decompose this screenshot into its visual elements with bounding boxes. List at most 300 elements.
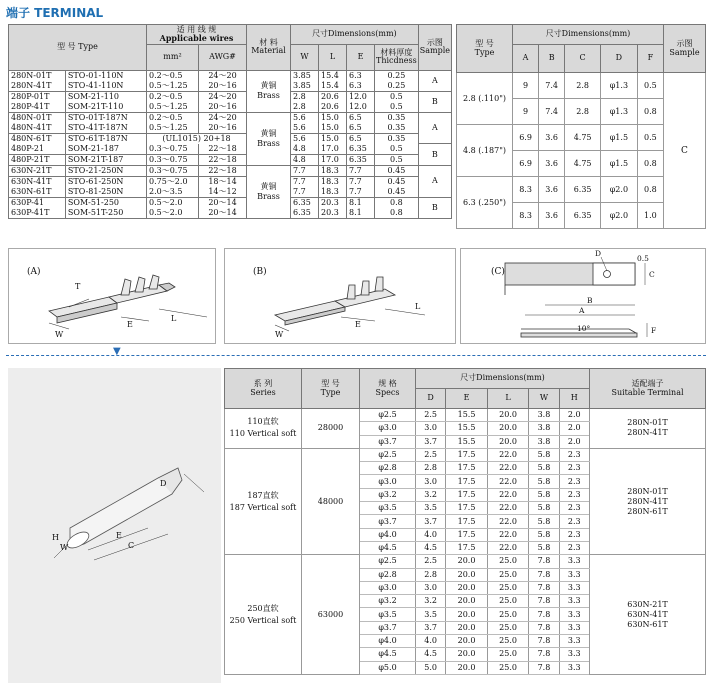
table-row xyxy=(9,133,452,144)
specs-cell: φ3.5 xyxy=(360,502,416,515)
suitable-terminal: 630N-21T xyxy=(627,599,668,609)
t3-dim-cell: 7.8 xyxy=(529,581,559,594)
t2-dim-cell: 0.5 xyxy=(637,73,663,99)
dim-soft-e: E xyxy=(116,531,122,540)
table-row xyxy=(9,154,452,165)
suitable-terminal: 280N-01T xyxy=(627,418,668,428)
table-row xyxy=(9,102,452,113)
w-cell: 6.35 xyxy=(291,197,319,208)
w-cell: 4.8 xyxy=(291,144,319,155)
material-cn: 黄铜 xyxy=(260,181,277,191)
awg-cell: 14～12 xyxy=(199,187,247,198)
t3-dim-cell: 4.0 xyxy=(416,635,446,648)
t2-dim-cell: 3.6 xyxy=(539,203,565,229)
t3-dim-cell: 25.0 xyxy=(487,621,529,634)
section-divider xyxy=(6,355,706,356)
t3-dim-cell: 7.8 xyxy=(529,555,559,568)
t2-dim-cell: φ1.3 xyxy=(601,73,638,99)
table-row xyxy=(9,144,452,155)
t3-dim-cell: 20.0 xyxy=(446,648,488,661)
diagram-a xyxy=(8,248,216,344)
awg-cell: 20～14 xyxy=(199,197,247,208)
page-title: 端子 TERMINAL xyxy=(6,6,104,20)
w-cell: 2.8 xyxy=(291,91,319,102)
e-cell: 6.5 xyxy=(347,133,375,144)
terminal-a-drawing xyxy=(9,249,215,343)
t3-dim-cell: 5.8 xyxy=(529,515,559,528)
t2-sample-cell: C xyxy=(664,73,706,229)
t3-dim-cell: 4.5 xyxy=(416,541,446,554)
t3-dim-cell: 2.3 xyxy=(559,528,589,541)
mm2-header: mm² xyxy=(147,44,199,70)
t2-dim-cell: 7.4 xyxy=(539,73,565,99)
mm2-cell: 0.3～0.75 xyxy=(147,144,199,155)
t3-dim-cell: 3.3 xyxy=(559,621,589,634)
e-cell: 7.7 xyxy=(347,176,375,187)
t2-dim-cell: 4.75 xyxy=(565,151,601,177)
sample-cell: B xyxy=(418,91,451,112)
e-cell: 6.5 xyxy=(347,112,375,123)
t3-dim-cell: 22.0 xyxy=(487,528,529,541)
l-cell: 15.0 xyxy=(319,123,347,134)
t3-dim-cell: 3.0 xyxy=(416,422,446,435)
specs-cell: φ3.2 xyxy=(360,595,416,608)
t3-dim-cell: 17.5 xyxy=(446,462,488,475)
thickness-cell: 0.45 xyxy=(375,187,419,198)
sample-header xyxy=(418,25,451,71)
type-cell: 630N-61T xyxy=(9,187,66,198)
diagram-b-label: (B) xyxy=(253,267,267,277)
thickness-header-cn: 材料厚度 xyxy=(380,47,413,57)
specs-cell: φ2.5 xyxy=(360,555,416,568)
awg-cell: 20～16 xyxy=(199,102,247,113)
t2-type-header xyxy=(457,25,513,73)
t3-dim-cell: 17.5 xyxy=(446,475,488,488)
applicable-header xyxy=(147,25,247,45)
e-cell: 8.1 xyxy=(347,208,375,219)
thickness-cell: 0.5 xyxy=(375,102,419,113)
model-cell: STO-41T-187N xyxy=(65,123,146,134)
t3-dim-cell: 3.3 xyxy=(559,568,589,581)
dim-soft-d: D xyxy=(160,479,167,488)
t2-sample-header-en: Sample xyxy=(669,47,700,57)
material-en: Brass xyxy=(257,91,280,101)
table-row xyxy=(9,70,452,81)
t3-dim-cell: 17.5 xyxy=(446,541,488,554)
l-cell: 20.6 xyxy=(319,102,347,113)
type-cell: 630N-21T xyxy=(9,165,66,176)
w-cell: 3.85 xyxy=(291,81,319,92)
t3-dim-cell: 3.2 xyxy=(416,488,446,501)
table-row xyxy=(225,555,706,568)
t3-dim-cell: 7.8 xyxy=(529,595,559,608)
l-cell: 17.0 xyxy=(319,144,347,155)
t3-dim-cell: 7.8 xyxy=(529,621,559,634)
soft-terminal-drawing xyxy=(8,368,221,683)
t2-d-header: D xyxy=(601,45,638,73)
table-row xyxy=(9,123,452,134)
sample-header-en: Sample xyxy=(419,46,450,56)
dim-a-w: W xyxy=(55,330,64,339)
awg-cell: 22～18 xyxy=(199,144,247,155)
series-cell xyxy=(225,409,302,449)
sample-cell: A xyxy=(418,112,451,144)
t3-dim-cell: 20.0 xyxy=(446,635,488,648)
l-header: L xyxy=(319,44,347,70)
e-cell: 6.5 xyxy=(347,123,375,134)
t3-dim-cell: 15.5 xyxy=(446,409,488,422)
t3-type-header-en: Type xyxy=(320,387,341,397)
type-cell: 280P-41T xyxy=(9,102,66,113)
t2-c-header: C xyxy=(565,45,601,73)
t3-dim-cell: 25.0 xyxy=(487,635,529,648)
model-cell: STO-01-110N xyxy=(65,70,146,81)
specs-cell: φ2.5 xyxy=(360,448,416,461)
specs-header xyxy=(360,369,416,409)
t3-dim-cell: 7.8 xyxy=(529,648,559,661)
w-cell: 4.8 xyxy=(291,154,319,165)
t3-dim-cell: 20.0 xyxy=(446,661,488,674)
terminal-spec-table xyxy=(8,24,452,219)
e-header: E xyxy=(347,44,375,70)
t2-dim-cell: φ2.0 xyxy=(601,177,638,203)
t3-dim-cell: 7.8 xyxy=(529,568,559,581)
thickness-cell: 0.35 xyxy=(375,123,419,134)
model-cell: SOM-21T-110 xyxy=(65,102,146,113)
dim-c-c: C xyxy=(649,270,655,279)
t2-a-header: A xyxy=(513,45,539,73)
suitable-terminal: 280N-61T xyxy=(627,506,668,516)
thickness-cell: 0.8 xyxy=(375,208,419,219)
t3-dim-cell: 3.3 xyxy=(559,595,589,608)
t3-dim-cell: 3.8 xyxy=(529,409,559,422)
awg-cell: 18～14 xyxy=(199,176,247,187)
mm2-cell: 0.2～0.5 xyxy=(147,112,199,123)
table-row xyxy=(457,73,706,99)
t3-dim-cell: 15.5 xyxy=(446,435,488,448)
e-cell: 12.0 xyxy=(347,102,375,113)
mm2-cell: 0.5～1.25 xyxy=(147,123,199,134)
l-cell: 15.4 xyxy=(319,70,347,81)
suitable-terminal: 280N-41T xyxy=(627,496,668,506)
sample-cell: A xyxy=(418,70,451,91)
material-en: Brass xyxy=(257,138,280,148)
t2-dim-cell: 7.4 xyxy=(539,99,565,125)
t3-dim-cell: 5.8 xyxy=(529,541,559,554)
thickness-cell: 0.25 xyxy=(375,70,419,81)
t2-f-header: F xyxy=(637,45,663,73)
e-cell: 6.35 xyxy=(347,144,375,155)
t3-dim-cell: 22.0 xyxy=(487,462,529,475)
thickness-header xyxy=(375,44,419,70)
t3-dim-cell: 3.8 xyxy=(529,422,559,435)
material-cn: 黄铜 xyxy=(260,128,277,138)
l-cell: 15.0 xyxy=(319,112,347,123)
suitable-terminal: 630N-41T xyxy=(627,609,668,619)
t2-dim-cell: φ1.5 xyxy=(601,151,638,177)
t3-dim-cell: 20.0 xyxy=(446,555,488,568)
suitable-terminal: 630N-61T xyxy=(627,619,668,629)
dim-c-d: D xyxy=(595,249,602,258)
l-cell: 18.3 xyxy=(319,187,347,198)
dim-c-05: 0.5 xyxy=(637,254,649,263)
w-cell: 2.8 xyxy=(291,102,319,113)
e-cell: 6.3 xyxy=(347,81,375,92)
specs-header-en: Specs xyxy=(375,387,400,397)
dim-b-w: W xyxy=(275,330,284,339)
material-cell xyxy=(247,112,291,165)
model-cell: STO-21-250N xyxy=(65,165,146,176)
t3-dim-cell: 22.0 xyxy=(487,448,529,461)
t3-type-cell: 28000 xyxy=(302,409,360,449)
table-row xyxy=(9,197,452,208)
t2-dim-cell: 2.8 xyxy=(565,73,601,99)
awg-header: AWG# xyxy=(199,44,247,70)
t3-dim-cell: 25.0 xyxy=(487,581,529,594)
thickness-header-en: Thicdness xyxy=(376,56,417,66)
material-header xyxy=(247,25,291,71)
specs-cell: φ3.7 xyxy=(360,515,416,528)
specs-cell: φ3.7 xyxy=(360,621,416,634)
table-row xyxy=(9,208,452,219)
t3-dim-cell: 2.5 xyxy=(416,555,446,568)
type-cell: 280P-01T xyxy=(9,91,66,102)
series-header-en: Series xyxy=(250,387,276,397)
sample-cell: A xyxy=(418,165,451,197)
t3-dim-cell: 20.0 xyxy=(446,581,488,594)
t3-dim-cell: 17.5 xyxy=(446,528,488,541)
l-cell: 15.4 xyxy=(319,81,347,92)
mm2-cell: 0.75～2.0 xyxy=(147,176,199,187)
type-cell: 280N-01T xyxy=(9,70,66,81)
series-en: 110 Vertical soft xyxy=(229,429,297,439)
model-cell: SOM-21-110 xyxy=(65,91,146,102)
t2-dim-cell: 6.35 xyxy=(565,203,601,229)
type-cell: 630P-41T xyxy=(9,208,66,219)
t2-dim-cell: 9 xyxy=(513,73,539,99)
table-row xyxy=(9,165,452,176)
t2-b-header: B xyxy=(539,45,565,73)
suitable-header-en: Suitable Terminal xyxy=(611,387,684,397)
dim-soft-h: H xyxy=(52,533,59,542)
mm2-cell: 0.5～1.25 xyxy=(147,102,199,113)
w-cell: 3.85 xyxy=(291,70,319,81)
t2-type-cell: 2.8 (.110") xyxy=(457,73,513,125)
thickness-cell: 0.5 xyxy=(375,154,419,165)
l-cell: 15.0 xyxy=(319,133,347,144)
mm2-cell: 0.3～0.75 xyxy=(147,154,199,165)
awg-cell: 22～18 xyxy=(199,165,247,176)
table-row xyxy=(9,176,452,187)
t3-type-header-cn: 型 号 xyxy=(321,378,340,388)
t3-dim-cell: 3.3 xyxy=(559,608,589,621)
awg-cell: 20～16 xyxy=(199,123,247,134)
t3-dim-cell: 4.0 xyxy=(416,528,446,541)
awg-cell: 24～20 xyxy=(199,91,247,102)
t3-dim-cell: 2.3 xyxy=(559,475,589,488)
type-cell: 280N-41T xyxy=(9,81,66,92)
model-cell: STO-41-110N xyxy=(65,81,146,92)
t3-dim-cell: 3.3 xyxy=(559,648,589,661)
mm2-cell: 0.5～2.0 xyxy=(147,208,199,219)
t3-l-header: L xyxy=(487,389,529,409)
specs-cell: φ3.2 xyxy=(360,488,416,501)
t2-dimensions-header: 尺寸Dimensions(mm) xyxy=(513,25,664,45)
mm2-cell: 0.3～0.75 xyxy=(147,165,199,176)
t3-dim-cell: 17.5 xyxy=(446,488,488,501)
t3-dim-cell: 3.5 xyxy=(416,502,446,515)
thickness-cell: 0.45 xyxy=(375,165,419,176)
mm2-cell: 0.5～2.0 xyxy=(147,197,199,208)
t3-dim-cell: 4.5 xyxy=(416,648,446,661)
material-cell xyxy=(247,70,291,112)
e-cell: 8.1 xyxy=(347,197,375,208)
specs-cell: φ4.0 xyxy=(360,635,416,648)
dim-c-f: F xyxy=(651,326,657,335)
t3-dim-cell: 22.0 xyxy=(487,475,529,488)
t3-dim-cell: 20.0 xyxy=(446,608,488,621)
dim-c-angle: 10° xyxy=(577,324,591,333)
t2-dim-cell: φ1.5 xyxy=(601,125,638,151)
t3-type-header xyxy=(302,369,360,409)
specs-cell: φ5.0 xyxy=(360,661,416,674)
specs-cell: φ2.8 xyxy=(360,462,416,475)
specs-cell: φ4.5 xyxy=(360,648,416,661)
t3-dim-cell: 5.0 xyxy=(416,661,446,674)
w-cell: 7.7 xyxy=(291,187,319,198)
t3-dim-cell: 25.0 xyxy=(487,661,529,674)
arrow-down-icon: ▼ xyxy=(113,346,121,357)
t3-dim-cell: 17.5 xyxy=(446,515,488,528)
table-row xyxy=(9,187,452,198)
t3-type-cell: 63000 xyxy=(302,555,360,675)
w-cell: 5.6 xyxy=(291,133,319,144)
t3-dim-cell: 25.0 xyxy=(487,648,529,661)
t2-dim-cell: 0.8 xyxy=(637,99,663,125)
t2-dim-cell: 8.3 xyxy=(513,177,539,203)
t3-dim-cell: 25.0 xyxy=(487,608,529,621)
type-cell: 480N-61T xyxy=(9,133,66,144)
t3-dim-cell: 3.7 xyxy=(416,621,446,634)
model-cell: SOM-51T-250 xyxy=(65,208,146,219)
t3-dim-cell: 2.3 xyxy=(559,515,589,528)
model-cell: SOM-21T-187 xyxy=(65,154,146,165)
t2-dim-cell: φ2.0 xyxy=(601,203,638,229)
t3-dim-cell: 20.0 xyxy=(487,435,529,448)
series-en: 250 Vertical soft xyxy=(229,615,297,625)
diagram-a-label: (A) xyxy=(27,267,41,277)
awg-cell: 20～16 xyxy=(199,81,247,92)
t3-dim-cell: 20.0 xyxy=(446,595,488,608)
w-cell: 5.6 xyxy=(291,123,319,134)
t3-dim-cell: 3.3 xyxy=(559,661,589,674)
t3-dim-cell: 17.5 xyxy=(446,502,488,515)
specs-cell: φ3.0 xyxy=(360,475,416,488)
t3-dim-cell: 25.0 xyxy=(487,568,529,581)
awg-cell: 24～20 xyxy=(199,112,247,123)
vertical-soft-table xyxy=(224,368,706,675)
specs-cell: φ4.0 xyxy=(360,528,416,541)
series-cn: 250直软 xyxy=(247,603,279,613)
dim-c-a: A xyxy=(579,306,585,315)
mm2-cell: 0.5～1.25 xyxy=(147,81,199,92)
t3-dim-cell: 3.7 xyxy=(416,515,446,528)
w-cell: 7.7 xyxy=(291,165,319,176)
t3-dim-cell: 22.0 xyxy=(487,502,529,515)
table-row xyxy=(225,409,706,422)
type-header: 型 号 Type xyxy=(9,25,147,71)
dim-soft-c: C xyxy=(128,541,135,550)
suitable-cell xyxy=(590,409,706,449)
dim-a-l: L xyxy=(171,314,177,323)
tab-dimension-table xyxy=(456,24,706,229)
type-cell: 480N-41T xyxy=(9,123,66,134)
t3-dim-cell: 5.8 xyxy=(529,475,559,488)
terminal-b-drawing xyxy=(225,249,455,343)
series-header-cn: 系 列 xyxy=(253,378,273,388)
t2-dim-cell: 6.9 xyxy=(513,125,539,151)
model-cell: SOM-21-187 xyxy=(65,144,146,155)
series-cn: 110直软 xyxy=(247,417,279,427)
thickness-cell: 0.35 xyxy=(375,133,419,144)
thickness-cell: 0.5 xyxy=(375,91,419,102)
t3-dim-cell: 2.3 xyxy=(559,541,589,554)
t3-dim-cell: 20.0 xyxy=(446,568,488,581)
t3-dim-cell: 3.7 xyxy=(416,435,446,448)
terminal-c-drawing xyxy=(461,249,705,343)
sample-cell: B xyxy=(418,144,451,166)
l-cell: 20.3 xyxy=(319,208,347,219)
t2-sample-header-cn: 示图 xyxy=(676,38,693,48)
t2-dim-cell: 0.5 xyxy=(637,125,663,151)
sample-cell: B xyxy=(418,197,451,218)
suitable-header xyxy=(590,369,706,409)
t3-dim-cell: 2.8 xyxy=(416,568,446,581)
t2-dim-cell: 2.8 xyxy=(565,99,601,125)
t3-type-cell: 48000 xyxy=(302,448,360,554)
e-cell: 6.35 xyxy=(347,154,375,165)
t3-dim-cell: 22.0 xyxy=(487,488,529,501)
thickness-cell: 0.8 xyxy=(375,197,419,208)
type-cell: 480P-21 xyxy=(9,144,66,155)
suitable-header-cn: 适配端子 xyxy=(631,378,664,388)
mm2-cell: 0.2～0.5 xyxy=(147,70,199,81)
model-cell: STO-61-250N xyxy=(65,176,146,187)
specs-cell: φ2.8 xyxy=(360,568,416,581)
sample-header-cn: 示图 xyxy=(426,38,443,47)
dim-b-e: E xyxy=(355,320,361,329)
diagram-c xyxy=(460,248,706,344)
t2-dim-cell: 4.75 xyxy=(565,125,601,151)
material-header-en: Material xyxy=(251,46,286,56)
table-row xyxy=(9,91,452,102)
t2-type-header-cn: 型 号 xyxy=(475,38,494,48)
type-cell: 480N-01T xyxy=(9,112,66,123)
t3-dim-cell: 3.8 xyxy=(529,435,559,448)
suitable-terminal: 280N-01T xyxy=(627,486,668,496)
material-en: Brass xyxy=(257,191,280,201)
t3-dim-cell: 2.3 xyxy=(559,502,589,515)
e-cell: 7.7 xyxy=(347,165,375,176)
w-cell: 5.6 xyxy=(291,112,319,123)
type-cell: 480P-21T xyxy=(9,154,66,165)
t2-dim-cell: 6.35 xyxy=(565,177,601,203)
t3-dim-cell: 3.2 xyxy=(416,595,446,608)
t3-dim-cell: 2.8 xyxy=(416,462,446,475)
t2-dim-cell: 6.9 xyxy=(513,151,539,177)
thickness-cell: 0.5 xyxy=(375,144,419,155)
material-header-cn: 材 料 xyxy=(259,38,278,47)
